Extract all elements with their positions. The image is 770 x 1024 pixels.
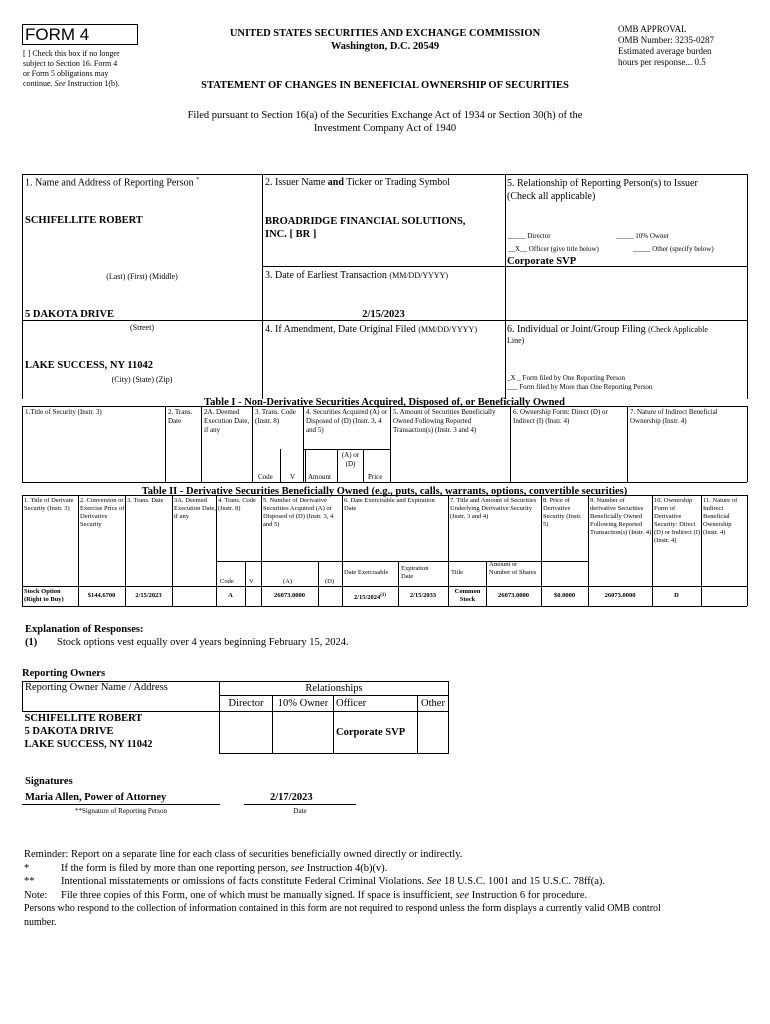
- table2-col-title: 1. Title of Derivate Security (Instr. 3): [24, 497, 74, 512]
- table2-sub-title: Title: [451, 569, 464, 576]
- table2-row-expiration: 2/15/2033: [409, 592, 437, 599]
- table1-title: Table I - Non-Derivative Securities Acquired, Disposed of, or Beneficially Owned: [204, 397, 565, 408]
- table2-row-owned: 26073.0000: [604, 592, 636, 599]
- footnote-note-end: Instruction 6 for procedure.: [471, 889, 588, 901]
- filed-pursuant: [100, 109, 670, 135]
- omb-line: OMB Number: 3235-0287: [618, 35, 714, 45]
- owner-other-cell: [418, 712, 449, 754]
- owner-city: LAKE SUCCESS, NY 11042: [24, 739, 153, 750]
- footnote-star2-end: 18 U.S.C. 1001 and 15 U.S.C. 78ff(a).: [443, 876, 606, 887]
- owners-heading: Reporting Owners: [22, 668, 106, 679]
- table2-col-exercisable: 6. Date Exercisable and Expiration Date: [344, 497, 435, 512]
- commission-name: UNITED STATES SECURITIES AND EXCHANGE COMMISSION: [229, 28, 541, 39]
- signature-date: 2/17/2023: [270, 792, 313, 803]
- table2-row-date: 2/15/2023: [135, 592, 162, 599]
- table2-row-price: $144.6700: [87, 592, 116, 599]
- table1-sub-aord: (A) or (D): [341, 451, 360, 468]
- table2-sub-d: (D): [325, 578, 335, 585]
- footnote-note-see: see: [455, 889, 470, 901]
- checkbox-note-instr: Instruction 1(b).: [67, 79, 120, 88]
- issuer-name: [265, 215, 465, 241]
- table2-row-security: Stock Option (Right to Buy): [24, 588, 64, 603]
- earliest-transaction-format: (MM/DD/YYYY): [389, 271, 449, 280]
- table2-col-deemed: 3A. Deemed Execution Date, if any: [174, 497, 216, 520]
- checkbox-note-line: continue.: [23, 79, 53, 88]
- officer-option: __X__ Officer (give title below): [508, 245, 599, 253]
- table1-sub-amount: Amount: [308, 473, 331, 481]
- filed-pursuant-line: Filed pursuant to Section 16(a) of the Securities Exchange Act of 1934 or Section 30(h) of the: [187, 110, 583, 121]
- table2-sub-code: Code: [220, 578, 234, 585]
- filed-pursuant-line: Investment Company Act of 1940: [313, 123, 457, 134]
- table1-col-amount: 5. Amount of Securities Beneficially Owned Following Reported Transaction(s) (Instr. 3 and 4): [393, 408, 496, 434]
- table2-sub-amount: Amount or Number of Shares: [489, 561, 537, 576]
- table1-col-nature: 7. Nature of Indirect Beneficial Ownership (Instr. 4): [630, 408, 718, 425]
- explanation-heading: Explanation of Responses:: [25, 624, 144, 635]
- filing-label-small2: Line): [507, 336, 525, 345]
- table2-title-text: Table II - Derivative Securities Beneficially Owned (e.g., puts, calls, warrants, options, convertible securities): [141, 486, 628, 497]
- table2-row-form: D: [674, 592, 679, 599]
- footnote-star2-mark: **: [24, 876, 35, 887]
- issuer-name-line: INC. [ BR ]: [265, 229, 317, 240]
- issuer-label-and: and: [327, 177, 344, 188]
- form-title: FORM 4: [25, 25, 90, 44]
- owner-name: SCHIFELLITE ROBERT: [24, 713, 143, 724]
- reporting-person-street: 5 DAKOTA DRIVE: [25, 309, 115, 320]
- reporting-person-city: LAKE SUCCESS, NY 11042: [25, 360, 153, 371]
- table2-col-owned: 9. Number of derivative Securities Beneficially Owned Following Reported Transaction(s) (Instr. 4): [590, 497, 652, 536]
- city-label: (City) (State) (Zip): [111, 375, 173, 384]
- owners-row-address: [23, 712, 220, 754]
- table2-col-nature: 11. Nature of Indirect Beneficial Ownership (Instr. 4): [703, 497, 738, 536]
- footnote-star1-text: If the form is filed by more than one reporting person,: [61, 862, 289, 874]
- table1-sub-price: Price: [368, 473, 383, 481]
- owners-col-name: Reporting Owner Name / Address: [23, 682, 220, 712]
- table2-row-title: Common Stock: [454, 588, 481, 603]
- reminder-text: Reminder: Report on a separate line for each class of securities beneficially owned directly or indirectly.: [24, 849, 463, 860]
- table1-col-date: 2. Trans. Date: [168, 408, 193, 425]
- table2-row-code: A: [228, 592, 233, 599]
- reporting-person-label-asterisk: *: [196, 177, 200, 183]
- table2-sub-a: (A): [283, 578, 293, 585]
- explanation-number: (1): [25, 637, 38, 648]
- name-parts-label: (Last) (First) (Middle): [106, 272, 178, 281]
- owners-col-ten-pct: 10% Owner: [273, 696, 334, 712]
- table1-col-code: 3. Trans. Code (Instr. 8): [255, 408, 296, 425]
- omb-line: Estimated average burden: [618, 46, 712, 56]
- issuer-label: [265, 177, 450, 188]
- checkbox-note: [23, 49, 163, 89]
- explanation-text: Stock options vest equally over 4 years beginning February 15, 2024.: [57, 637, 349, 648]
- table1-sub-code: Code: [258, 473, 273, 481]
- footnote-note: [61, 889, 587, 903]
- statement-title: STATEMENT OF CHANGES IN BENEFICIAL OWNERSHIP OF SECURITIES: [201, 80, 569, 91]
- amendment-format: (MM/DD/YYYY): [418, 325, 477, 334]
- owner-street: 5 DAKOTA DRIVE: [24, 726, 114, 737]
- filing-label-text: 6. Individual or Joint/Group Filing: [507, 324, 646, 335]
- filing-more-persons: ___ Form filed by More than One Reporting Person: [507, 383, 653, 391]
- signer-name: Maria Allen, Power of Attorney: [25, 792, 167, 803]
- owners-table: [22, 681, 449, 754]
- owners-col-director: Director: [220, 696, 273, 712]
- owners-col-other: Other: [418, 696, 449, 712]
- table2-sub-expiration: Expiration Date: [401, 565, 429, 580]
- owner-ten-pct-cell: [273, 712, 334, 754]
- checkbox-note-line: subject to Section 16. Form 4: [23, 59, 118, 68]
- table2-row-exercisable-note: (1): [380, 593, 387, 598]
- reporting-person-label: [25, 177, 199, 188]
- owner-director-cell: [220, 712, 273, 754]
- table2-col-price: 8. Price of Derivative Security (Instr. 5): [543, 497, 582, 528]
- filing-label: [507, 324, 747, 346]
- omb-line: OMB APPROVAL: [618, 24, 687, 34]
- commission-city: Washington, D.C. 20549: [330, 41, 440, 52]
- issuer-name-line: BROADRIDGE FINANCIAL SOLUTIONS,: [265, 216, 466, 227]
- owners-col-officer: Officer: [334, 696, 418, 712]
- other-option: _____ Other (specify below): [633, 245, 714, 253]
- footnote-star2: [61, 875, 605, 889]
- signatures-heading: Signatures: [25, 776, 73, 787]
- persons-notice-line2: number.: [24, 916, 57, 928]
- table2-row-exercisable: [342, 592, 398, 602]
- table2-col-conversion: 2. Conversion or Exercise Price of Derivative Security: [80, 497, 125, 528]
- table2-col-number: 5. Number of Derivative Securities Acquired (A) or Disposed of (D) (Instr. 3, 4 and 5): [263, 497, 334, 528]
- owner-officer: Corporate SVP: [334, 712, 418, 754]
- table1-col-deemed: 2A. Deemed Execution Date, if any: [204, 408, 250, 434]
- earliest-transaction-date: 2/15/2023: [362, 309, 405, 320]
- signature-date-label: Date: [293, 807, 307, 815]
- footer-notes: [24, 848, 754, 929]
- issuer-label-b: Ticker or Trading Symbol: [346, 177, 451, 188]
- table2-row-deriv-price: $0.0000: [553, 592, 576, 599]
- earliest-transaction-label-text: 3. Date of Earliest Transaction: [265, 270, 387, 281]
- table2-col-form: 10. Ownership Form of Derivative Security: Direct (D) or Indirect (I) (Instr. 4): [654, 497, 701, 544]
- table2-col-underlying: 7. Title and Amount of Securities Underlying Derivative Security (Instr. 3 and 4): [450, 497, 537, 520]
- reporting-person-label-text: 1. Name and Address of Reporting Person: [25, 177, 194, 189]
- issuer-label-a: 2. Issuer Name: [265, 177, 326, 188]
- persons-notice-line1: Persons who respond to the collection of information contained in this form are not required to respond unless the form displays a currently valid OMB control: [24, 903, 661, 914]
- footnote-star2-see: See: [426, 876, 442, 887]
- amendment-label-text: 4. If Amendment, Date Original Filed: [265, 324, 416, 335]
- table2-row-amount: 26073.0000: [274, 592, 305, 599]
- table2-sub-exercisable: Date Exercisable: [344, 569, 389, 576]
- footnote-star1-end: Instruction 4(b)(v).: [306, 862, 388, 874]
- footnote-star1-mark: *: [24, 862, 30, 874]
- filing-label-small: (Check Applicable: [648, 325, 708, 334]
- relationship-label-line: 5. Relationship of Reporting Person(s) to Issuer: [507, 178, 698, 189]
- table2-row-exercisable-date: 2/15/2024: [353, 594, 381, 602]
- table2-col-code: 4. Trans. Code (Instr. 8): [218, 497, 256, 512]
- footnote-star2-text: Intentional misstatements or omissions of facts constitute Federal Criminal Violations.: [61, 876, 425, 887]
- amendment-label: [265, 324, 477, 335]
- table1-col-title: 1.Title of Security (Instr. 3): [25, 408, 102, 416]
- street-label: (Street): [130, 323, 154, 332]
- signer-label: **Signature of Reporting Person: [75, 807, 167, 815]
- omb-approval: [618, 24, 758, 68]
- table2-row-shares: 26073.0000: [498, 592, 529, 599]
- footnote-note-mark: Note:: [24, 889, 48, 901]
- ten-pct-owner-option: _____ 10% Owner: [616, 232, 669, 240]
- checkbox-note-line: or Form 5 obligations may: [23, 69, 109, 78]
- footnote-note-text: File three copies of this Form, one of which must be manually signed. If space is insufficient,: [61, 889, 454, 901]
- table2-col-date: 3. Trans. Date: [127, 497, 164, 504]
- officer-title: Corporate SVP: [507, 256, 577, 267]
- earliest-transaction-label: [265, 270, 448, 281]
- table1-sub-v: V: [290, 473, 296, 481]
- omb-line: hours per response... 0.5: [618, 57, 706, 67]
- owners-col-relationships: Relationships: [220, 682, 449, 696]
- form-title-box: [22, 24, 138, 45]
- relationship-label: [507, 177, 745, 203]
- footnote-star1: [61, 862, 387, 876]
- filing-one-person: _X _ Form filed by One Reporting Person: [507, 374, 626, 382]
- table1-col-acquired: 4. Securities Acquired (A) or Disposed of (D) (Instr. 3, 4 and 5): [306, 408, 388, 434]
- reporting-person-name: SCHIFELLITE ROBERT: [25, 215, 143, 226]
- checkbox-note-line: [ ] Check this box if no longer: [23, 49, 120, 58]
- table2-sub-v: V: [249, 578, 254, 585]
- checkbox-note-see: See: [54, 79, 66, 88]
- relationship-label-line: (Check all applicable): [507, 191, 596, 202]
- director-option: _____ Director: [508, 232, 551, 240]
- footnote-star1-see: see: [290, 862, 305, 874]
- table1-col-ownership: 6. Ownership Form: Direct (D) or Indirect (I) (Instr. 4): [513, 408, 608, 425]
